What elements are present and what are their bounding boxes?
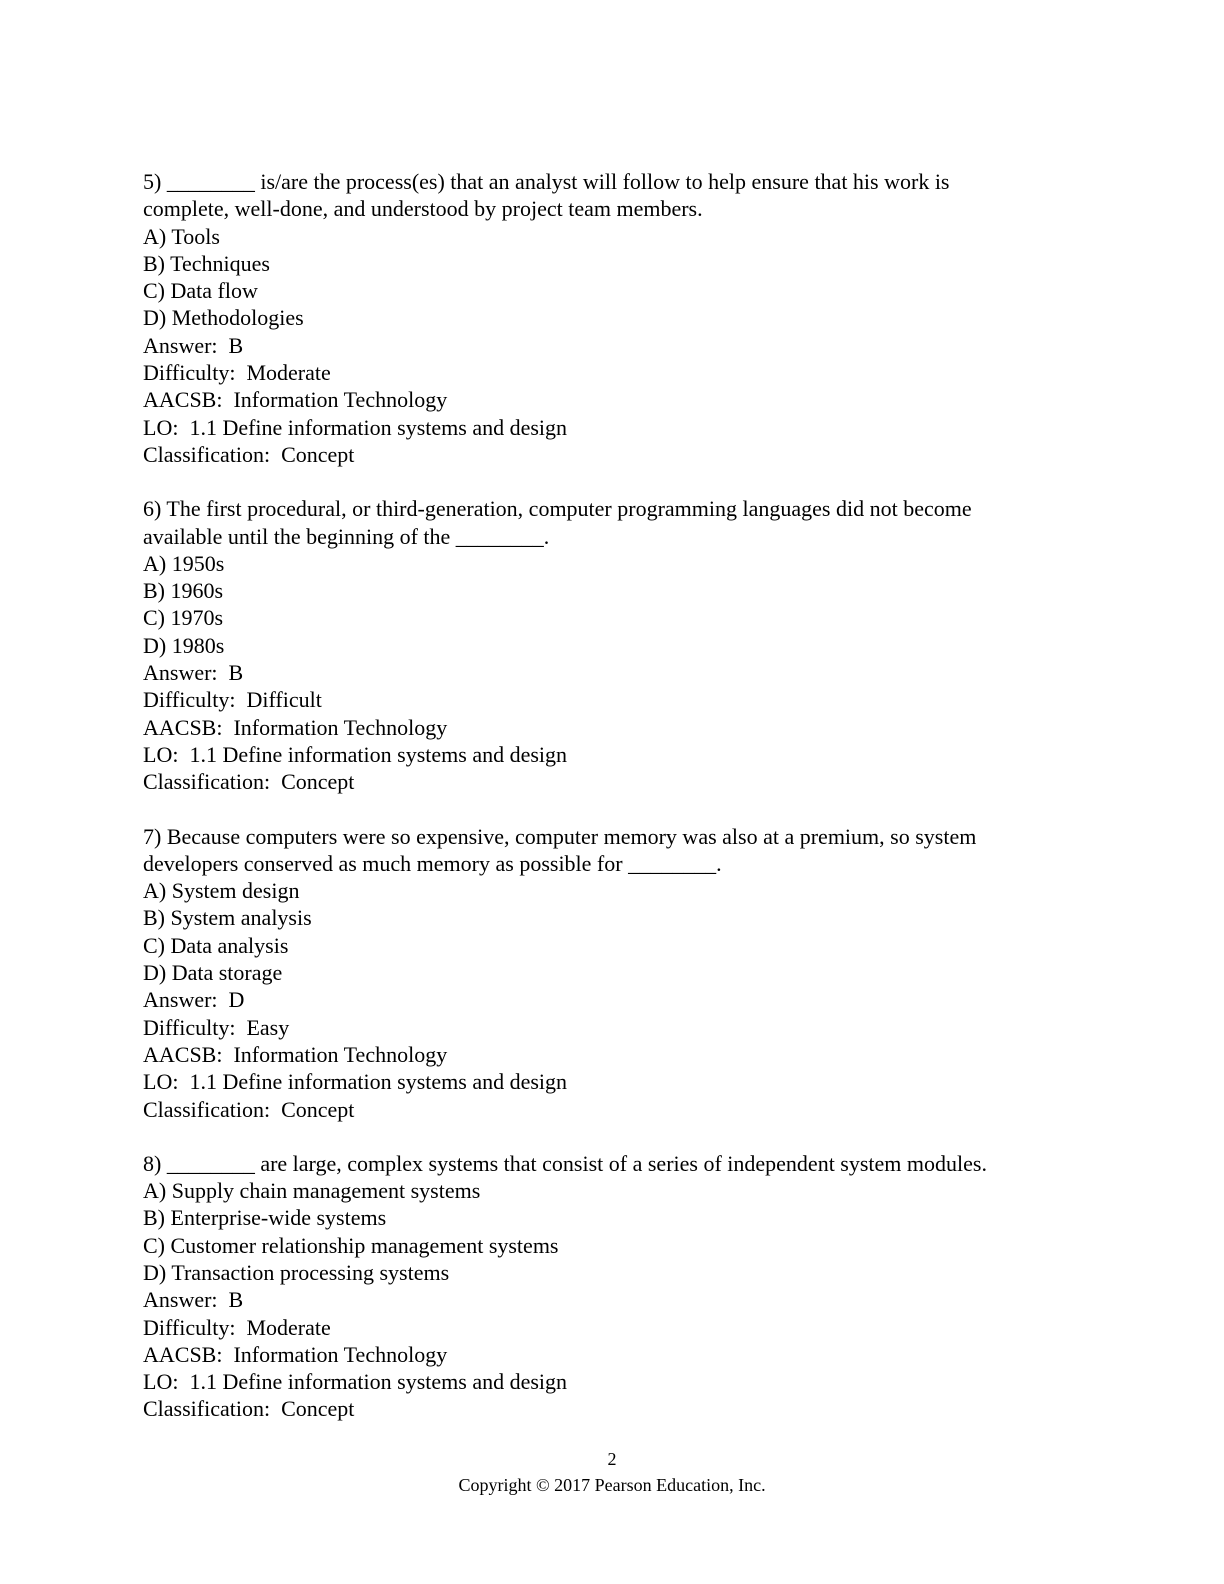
option-d: D) Transaction processing systems	[143, 1259, 450, 1285]
option-c: C) Data analysis	[143, 932, 289, 958]
classification: Classification: Concept	[143, 1396, 355, 1422]
difficulty: Difficulty: Moderate	[143, 360, 331, 386]
option-a: A) 1950s	[143, 550, 225, 576]
question-text-line: 6) The first procedural, or third-generation, computer programming languages did not become	[143, 496, 972, 522]
question-text-line: 8) ________ are large, complex systems that consist of a series of independent system modules.	[143, 1150, 987, 1176]
question-7	[143, 823, 1103, 1123]
question-text-line: developers conserved as much memory as possible for ________.	[143, 850, 722, 876]
learning-objective: LO: 1.1 Define information systems and design	[143, 1069, 568, 1095]
learning-objective: LO: 1.1 Define information systems and design	[143, 414, 568, 440]
classification: Classification: Concept	[143, 769, 355, 795]
option-b: B) Enterprise-wide systems	[143, 1205, 387, 1231]
option-d: D) Data storage	[143, 960, 283, 986]
aacsb: AACSB: Information Technology	[143, 387, 448, 413]
difficulty: Difficulty: Moderate	[143, 1314, 331, 1340]
aacsb: AACSB: Information Technology	[143, 1041, 448, 1067]
question-8	[143, 1150, 1103, 1423]
option-a: A) System design	[143, 878, 300, 904]
option-a: A) Supply chain management systems	[143, 1178, 481, 1204]
answer: Answer: B	[143, 332, 244, 358]
learning-objective: LO: 1.1 Define information systems and design	[143, 1369, 568, 1395]
learning-objective: LO: 1.1 Define information systems and design	[143, 741, 568, 767]
aacsb: AACSB: Information Technology	[143, 1341, 448, 1367]
answer: Answer: B	[143, 1287, 244, 1313]
question-5	[143, 168, 1103, 468]
classification: Classification: Concept	[143, 1096, 355, 1122]
question-text-line: 5) ________ is/are the process(es) that an analyst will follow to help ensure that his work is	[143, 169, 950, 194]
aacsb: AACSB: Information Technology	[143, 714, 448, 740]
difficulty: Difficulty: Easy	[143, 1014, 290, 1040]
option-b: B) 1960s	[143, 578, 224, 604]
difficulty: Difficulty: Difficult	[143, 687, 322, 713]
copyright-notice: Copyright © 2017 Pearson Education, Inc.	[458, 1475, 766, 1495]
question-list	[143, 168, 1103, 1450]
answer: Answer: D	[143, 987, 245, 1013]
option-b: B) System analysis	[143, 905, 312, 931]
option-d: D) Methodologies	[143, 305, 304, 331]
question-text-line: 7) Because computers were so expensive, computer memory was also at a premium, so system	[143, 823, 977, 849]
option-c: C) Customer relationship management systems	[143, 1232, 559, 1258]
option-a: A) Tools	[143, 223, 220, 249]
page-number: 2	[607, 1449, 617, 1469]
option-b: B) Techniques	[143, 250, 270, 276]
option-c: C) 1970s	[143, 605, 224, 631]
option-c: C) Data flow	[143, 278, 258, 304]
question-text-line: available until the beginning of the ________.	[143, 523, 550, 549]
classification: Classification: Concept	[143, 441, 355, 467]
answer: Answer: B	[143, 660, 244, 686]
question-6	[143, 495, 1103, 795]
question-text-line: complete, well-done, and understood by project team members.	[143, 196, 703, 222]
option-d: D) 1980s	[143, 632, 225, 658]
